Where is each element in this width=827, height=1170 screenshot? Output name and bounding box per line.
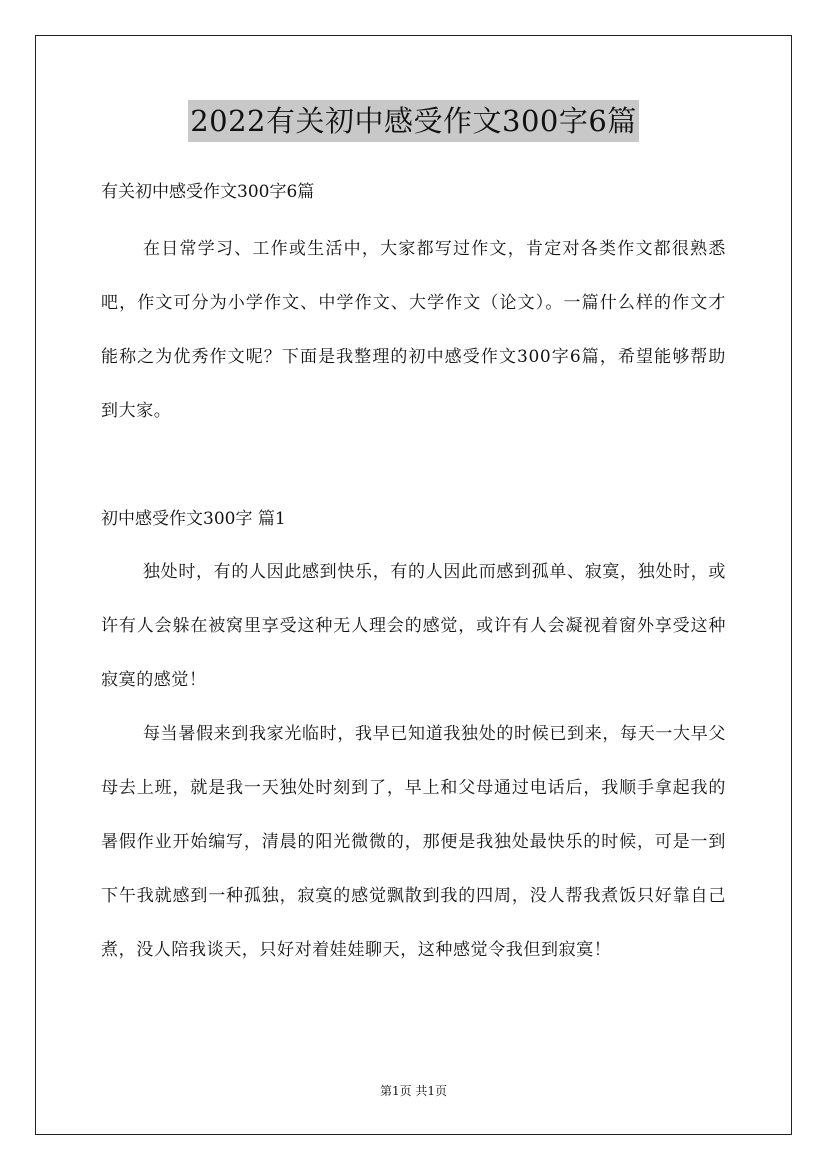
section-heading: 初中感受作文300字 篇1 [101,509,286,529]
body-paragraph-2: 每当暑假来到我家光临时，我早已知道我独处的时候已到来，每天一大早父母去上班，就是我一天独处时刻到了，早上和父母通过电话后，我顺手拿起我的暑假作业开始编写，清晨的阳光微微的，那便是我独处最快乐的时候，可是一到下午我就感到一种孤独，寂寞的感觉飘散到我的四周，没人帮我煮饭只好靠自己煮，没人陪我谈天，只好对着娃娃聊天，这种感觉令我但到寂寞！ [101,724,726,960]
document-title: 2022有关初中感受作文300字6篇 [188,100,639,142]
page-footer: 第1页 共1页 [379,1084,448,1098]
body-paragraph-1: 独处时，有的人因此感到快乐，有的人因此而感到孤单、寂寞，独处时，或许有人会躲在被窝里享受这种无人理会的感觉，或许有人会凝视着窗外享受这种寂寞的感觉！ [101,562,726,690]
intro-paragraph: 在日常学习、工作或生活中，大家都写过作文，肯定对各类作文都很熟悉吧，作文可分为小学作文、中学作文、大学作文（论文）。一篇什么样的作文才能称之为优秀作文呢？下面是我整理的初中感受作文300字6篇，希望能够帮助到大家。 [101,239,726,421]
title-container [0,100,827,142]
document-subtitle: 有关初中感受作文300字6篇 [101,182,315,202]
